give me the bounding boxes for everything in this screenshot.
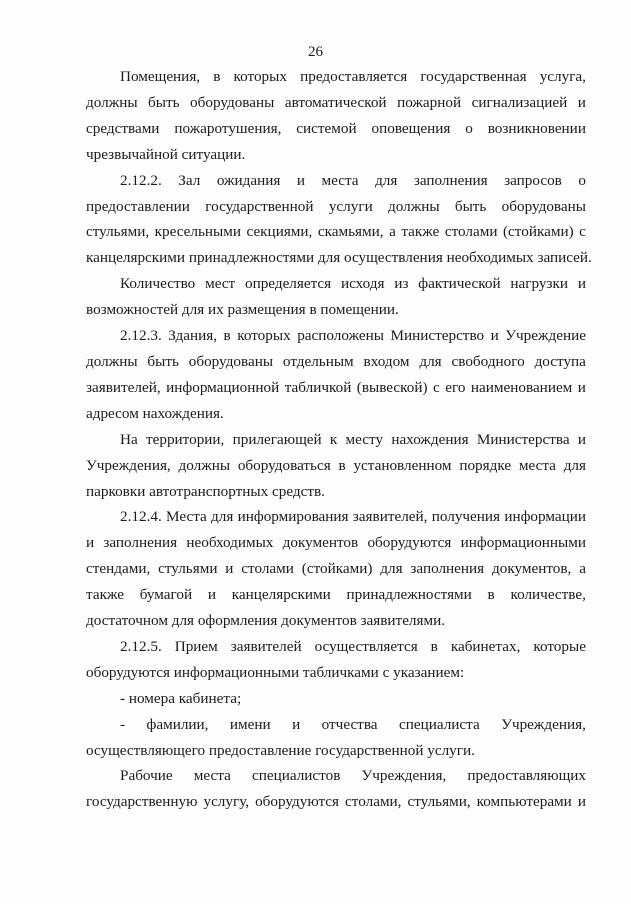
justified-line bbox=[86, 168, 586, 194]
word: прилегающей bbox=[232, 430, 322, 448]
paragraph bbox=[86, 686, 586, 712]
paragraph bbox=[86, 323, 586, 427]
paragraph bbox=[86, 168, 592, 272]
word: государственная bbox=[420, 68, 527, 85]
word: и bbox=[577, 430, 586, 448]
word: в bbox=[487, 586, 495, 604]
word: а bbox=[579, 560, 586, 578]
word: и bbox=[86, 534, 95, 552]
word: территории, bbox=[145, 430, 225, 448]
word: секциями, bbox=[246, 223, 313, 241]
word: и bbox=[225, 560, 234, 578]
word: определяется bbox=[244, 275, 332, 293]
word: государственную bbox=[86, 793, 198, 811]
word: с bbox=[579, 223, 586, 241]
word: На bbox=[120, 430, 138, 448]
word: фамилии, bbox=[146, 715, 209, 733]
word: установленном bbox=[353, 456, 452, 474]
word: оборудованы bbox=[501, 197, 586, 215]
word: системой bbox=[296, 119, 357, 137]
word: услугу, bbox=[203, 793, 250, 811]
word: пожаротушения, bbox=[174, 119, 282, 137]
word: в bbox=[213, 68, 221, 85]
word: 2.12.3. bbox=[120, 327, 162, 345]
word: Прием bbox=[174, 637, 218, 655]
word: специалистов bbox=[251, 767, 341, 785]
word: должны bbox=[178, 456, 231, 474]
word: к bbox=[329, 430, 338, 448]
justified-line bbox=[86, 116, 586, 142]
word: также bbox=[401, 223, 440, 241]
word: услуга, bbox=[539, 68, 586, 85]
word: - bbox=[120, 715, 126, 733]
word: заполнения bbox=[413, 171, 488, 189]
word: пожарной bbox=[397, 93, 462, 111]
word: с bbox=[433, 378, 440, 396]
page-number: 26 bbox=[308, 44, 323, 60]
word: предоставляющих bbox=[467, 767, 586, 785]
word: для bbox=[375, 171, 398, 189]
word: бумагой bbox=[139, 586, 193, 604]
word: в bbox=[430, 637, 438, 655]
word: Учреждения, bbox=[86, 456, 171, 474]
text-line: - номера кабинета; bbox=[120, 689, 242, 707]
word: автоматической bbox=[284, 93, 387, 111]
word: месту bbox=[345, 430, 384, 448]
word: документов bbox=[282, 534, 359, 552]
word: быть bbox=[148, 93, 180, 111]
word: Здания, bbox=[168, 327, 218, 345]
word: фактической bbox=[418, 275, 501, 293]
word: которые bbox=[533, 637, 586, 655]
word: предоставляется bbox=[300, 68, 408, 85]
word: также bbox=[86, 586, 124, 604]
word: получения bbox=[431, 508, 501, 526]
justified-line bbox=[86, 634, 586, 660]
word: Количество bbox=[120, 275, 196, 293]
word: и bbox=[577, 793, 586, 811]
word: заявителей, bbox=[86, 378, 161, 396]
word: должны bbox=[86, 93, 138, 111]
word: стульями, bbox=[407, 793, 471, 811]
word: столами bbox=[444, 223, 498, 241]
text-line: канцелярскими принадлежностями для осуществления необходимых записей. bbox=[86, 249, 592, 267]
word: услуги bbox=[328, 197, 373, 215]
word: отдельным bbox=[282, 352, 354, 370]
word: наименованием bbox=[470, 378, 573, 396]
word: для bbox=[380, 560, 403, 578]
word: Министерство bbox=[390, 327, 485, 345]
word: принадлежностями bbox=[346, 586, 472, 604]
word: количестве, bbox=[510, 586, 586, 604]
word: в bbox=[338, 456, 346, 474]
paragraph bbox=[86, 712, 586, 764]
word: скамьями, bbox=[317, 223, 384, 241]
word: информации bbox=[504, 508, 586, 526]
word: необходимых bbox=[186, 534, 274, 552]
word: для bbox=[419, 352, 442, 370]
word: ожидания bbox=[216, 171, 281, 189]
word: документов, bbox=[492, 560, 572, 578]
justified-line bbox=[86, 375, 586, 401]
word: средствами bbox=[86, 119, 160, 137]
word: 2.12.2. bbox=[120, 171, 162, 189]
text-line: достаточном для оформления документов заявителями. bbox=[86, 612, 446, 630]
paragraph bbox=[86, 427, 586, 505]
justified-line bbox=[86, 427, 586, 453]
word: Учреждения, bbox=[501, 715, 586, 733]
justified-line bbox=[86, 349, 586, 375]
word: стендами, bbox=[86, 560, 151, 578]
word: государственной bbox=[205, 197, 314, 215]
word: имени bbox=[229, 715, 271, 733]
justified-line bbox=[86, 64, 586, 90]
justified-line bbox=[86, 194, 586, 220]
word: для bbox=[563, 456, 586, 474]
justified-line bbox=[86, 556, 586, 582]
word: столами, bbox=[345, 793, 402, 811]
word: свободного bbox=[451, 352, 525, 370]
word: места bbox=[321, 171, 359, 189]
paragraph bbox=[86, 504, 586, 634]
text-line: парковки автотранспортных средств. bbox=[86, 482, 325, 500]
word: доступа bbox=[534, 352, 586, 370]
word: Учреждения, bbox=[361, 767, 447, 785]
word: и bbox=[577, 378, 586, 396]
word: заявителей bbox=[230, 637, 302, 655]
word: (стойками) bbox=[301, 560, 373, 578]
word: и bbox=[490, 327, 499, 345]
text-line: адресом нахождения. bbox=[86, 404, 224, 422]
justified-line bbox=[86, 763, 586, 789]
paragraph bbox=[86, 271, 586, 323]
word: Рабочие bbox=[120, 767, 173, 785]
word: места bbox=[193, 767, 231, 785]
body-text bbox=[86, 64, 592, 815]
word: осуществляется bbox=[314, 637, 418, 655]
word: 2.12.5. bbox=[120, 637, 162, 655]
word: табличкой bbox=[284, 378, 352, 396]
word: порядке bbox=[459, 456, 512, 474]
word: специалиста bbox=[398, 715, 480, 733]
word: быть bbox=[454, 197, 487, 215]
word: Зал bbox=[178, 171, 201, 189]
word: стульями, bbox=[86, 223, 150, 241]
word: заявителей, bbox=[352, 508, 428, 526]
word: которых bbox=[233, 68, 287, 85]
word: и bbox=[577, 275, 586, 293]
word: информирования bbox=[237, 508, 349, 526]
text-line: чрезвычайной ситуации. bbox=[86, 145, 246, 163]
word: его bbox=[445, 378, 466, 396]
word: (вывеской) bbox=[356, 378, 428, 396]
justified-line bbox=[86, 90, 586, 116]
text-line: осуществляющего предоставление государственной услуги. bbox=[86, 741, 475, 759]
justified-line bbox=[86, 219, 586, 245]
justified-line bbox=[86, 789, 586, 815]
word: а bbox=[389, 223, 396, 241]
word: и bbox=[207, 586, 216, 604]
word: и bbox=[296, 171, 306, 189]
word: оборудованы bbox=[190, 93, 275, 111]
word: оборудованы bbox=[188, 352, 274, 370]
word: отчества bbox=[321, 715, 378, 733]
word: о bbox=[465, 119, 473, 137]
word: должны bbox=[86, 352, 138, 370]
word: из bbox=[394, 275, 409, 293]
word: должны bbox=[388, 197, 440, 215]
justified-line bbox=[86, 323, 586, 349]
word: мест bbox=[205, 275, 236, 293]
text-line: оборудуются информационными табличками с указанием: bbox=[86, 663, 465, 681]
word: Учреждение bbox=[505, 327, 586, 345]
word: и bbox=[577, 93, 586, 111]
word: которых bbox=[237, 327, 291, 345]
word: канцелярскими bbox=[231, 586, 331, 604]
justified-line bbox=[86, 582, 586, 608]
word: кабинетах, bbox=[450, 637, 521, 655]
word: (стойками) bbox=[503, 223, 574, 241]
word: 2.12.4. bbox=[120, 508, 162, 526]
justified-line bbox=[86, 504, 586, 530]
word: о bbox=[578, 171, 586, 189]
word: Места bbox=[166, 508, 207, 526]
word: места bbox=[518, 456, 556, 474]
justified-line bbox=[86, 530, 586, 556]
word: оборудуются bbox=[255, 793, 340, 811]
word: входом bbox=[363, 352, 410, 370]
word: Помещения, bbox=[120, 68, 201, 85]
paragraph bbox=[86, 763, 586, 815]
word: нахождения bbox=[391, 430, 469, 448]
justified-line bbox=[86, 453, 586, 479]
word: кресельными bbox=[154, 223, 241, 241]
word: столами bbox=[241, 560, 294, 578]
word: оборудуются bbox=[367, 534, 452, 552]
word: нагрузки bbox=[510, 275, 569, 293]
justified-line bbox=[86, 271, 586, 297]
word: оборудоваться bbox=[237, 456, 331, 474]
word: быть bbox=[147, 352, 179, 370]
word: возникновении bbox=[487, 119, 586, 137]
word: расположены bbox=[297, 327, 384, 345]
word: информационными bbox=[460, 534, 586, 552]
word: информационной bbox=[166, 378, 280, 396]
word: предоставлении bbox=[86, 197, 190, 215]
paragraph bbox=[86, 64, 586, 168]
word: стульями bbox=[158, 560, 218, 578]
word: компьютерами bbox=[476, 793, 572, 811]
word: для bbox=[211, 508, 234, 526]
word: заполнения bbox=[410, 560, 485, 578]
word: исходя bbox=[340, 275, 385, 293]
justified-line bbox=[86, 712, 586, 738]
word: и bbox=[292, 715, 301, 733]
word: сигнализацией bbox=[471, 93, 568, 111]
word: Министерства bbox=[476, 430, 570, 448]
word: оповещения bbox=[371, 119, 451, 137]
text-line: возможностей для их размещения в помещении. bbox=[86, 301, 399, 319]
word: заполнения bbox=[103, 534, 178, 552]
word: запросов bbox=[504, 171, 562, 189]
paragraph bbox=[86, 634, 586, 686]
word: в bbox=[223, 327, 231, 345]
